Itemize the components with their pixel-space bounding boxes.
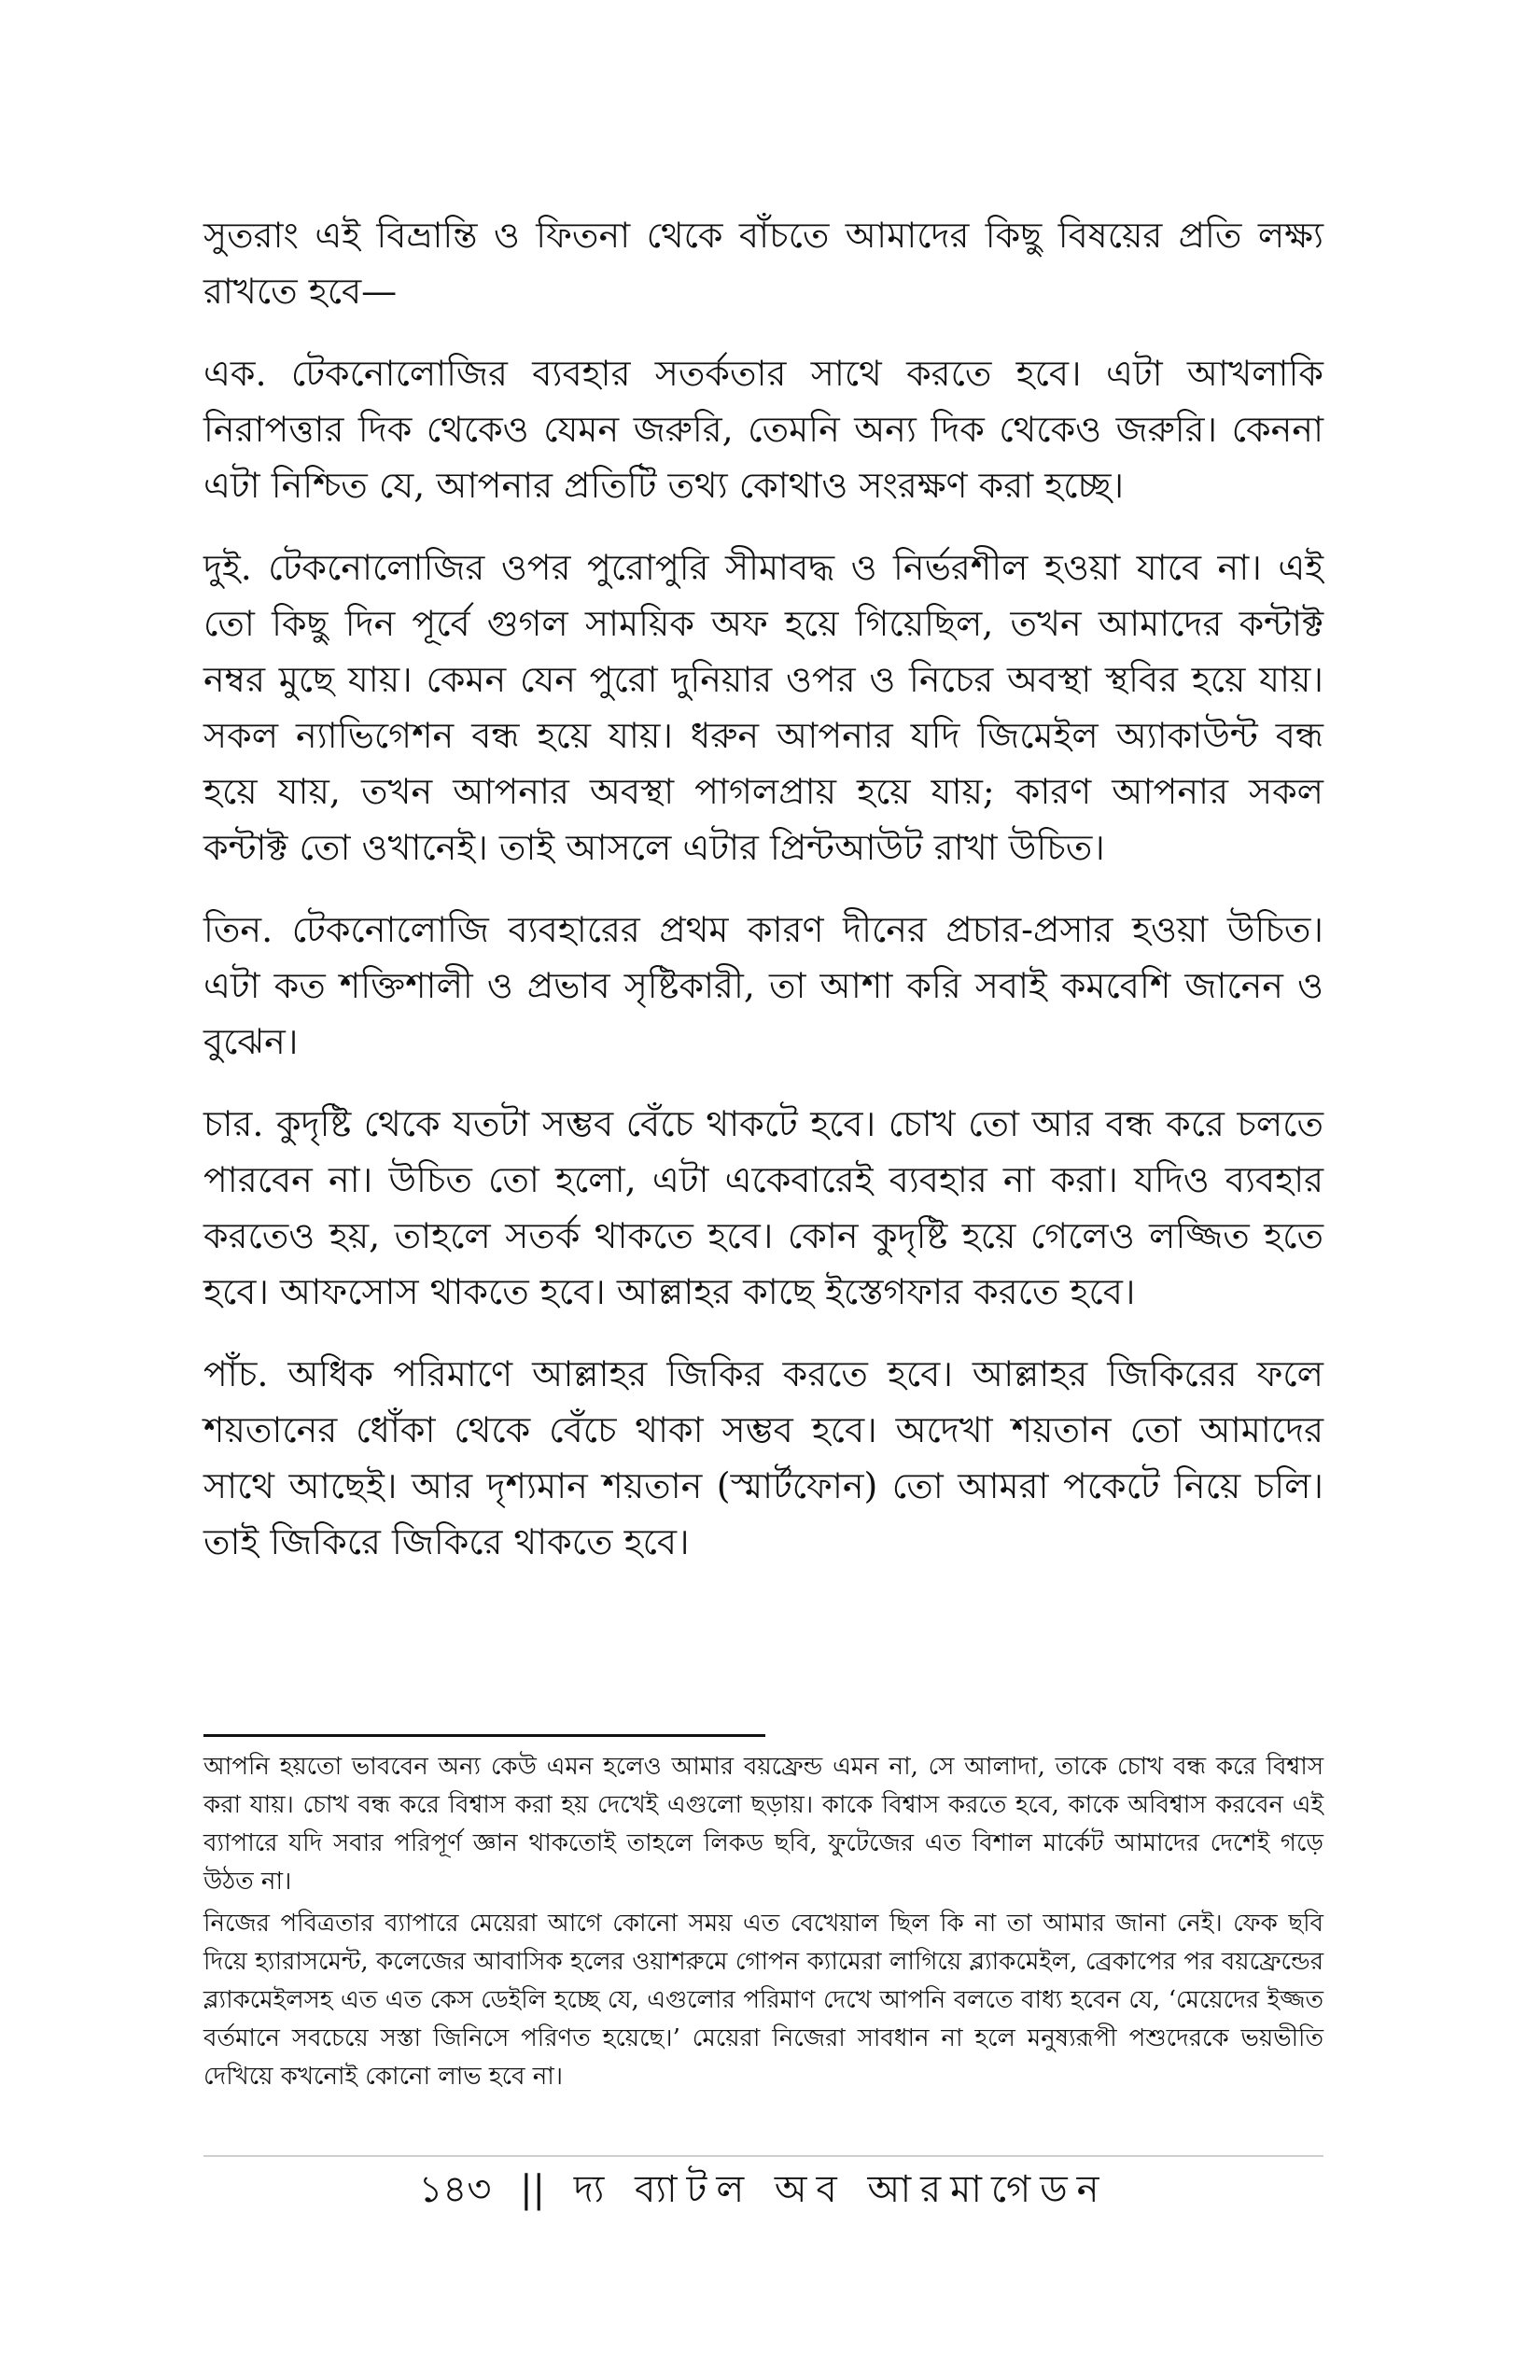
footnote-divider [203, 1734, 765, 1737]
footnotes [203, 1748, 1323, 2100]
point-three-paragraph: তিন. টেকনোলোজি ব্যবহারের প্রথম কারণ দীনের প্রচার-প্রসার হওয়া উচিত। এটা কত শক্তিশালী ও প্রভাব সৃষ্টিকারী, তা আশা করি সবাই কমবেশি জানেন ও বুঝেন। [203, 909, 1323, 1062]
page-body [203, 207, 1323, 1596]
point-one-paragraph: এক. টেকনোলোজির ব্যবহার সতর্কতার সাথে করতে হবে। এটা আখলাকি নিরাপত্তার দিক থেকেও যেমন জরুরি, তেমনি অন্য দিক থেকেও জরুরি। কেননা এটা নিশ্চিত যে, আপনার প্রতিটি তথ্য কোথাও সংরক্ষণ করা হচ্ছে। [203, 353, 1323, 506]
point-five-paragraph: পাঁচ. অধিক পরিমাণে আল্লাহর জিকির করতে হবে। আল্লাহর জিকিরের ফলে শয়তানের ধোঁকা থেকে বেঁচে থাকা সম্ভব হবে। অদেখা শয়তান তো আমাদের সাথে আছেই। আর দৃশ্যমান শয়তান (স্মার্টফোন) তো আমরা পকেটে নিয়ে চলি। তাই জিকিরে জিকিরে থাকতে হবে। [203, 1353, 1323, 1562]
point-two-paragraph: দুই. টেকনোলোজির ওপর পুরোপুরি সীমাবদ্ধ ও নির্ভরশীল হওয়া যাবে না। এই তো কিছু দিন পূর্বে গুগল সাময়িক অফ হয়ে গিয়েছিল, তখন আমাদের কন্টাক্ট নম্বর মুছে যায়। কেমন যেন পুরো দুনিয়ার ওপর ও নিচের অবস্থা স্থবির হয়ে যায়। সকল ন্যাভিগেশন বন্ধ হয়ে যায়। ধরুন আপনার যদি জিমেইল অ্যাকাউন্ট বন্ধ হয়ে যায়, তখন আপনার অবস্থা পাগলপ্রায় হয়ে যায়; কারণ আপনার সকল কন্টাক্ট তো ওখানেই। তাই আসলে এটার প্রিন্টআউট রাখা উচিত। [203, 547, 1323, 868]
page-footer [203, 2163, 1323, 2216]
point-four-paragraph: চার. কুদৃষ্টি থেকে যতটা সম্ভব বেঁচে থাকটে হবে। চোখ তো আর বন্ধ করে চলতে পারবেন না। উচিত তো হলো, এটা একেবারেই ব্যবহার না করা। যদিও ব্যবহার করতেও হয়, তাহলে সতর্ক থাকতে হবে। কোন কুদৃষ্টি হয়ে গেলেও লজ্জিত হতে হবে। আফসোস থাকতে হবে। আল্লাহর কাছে ইস্তেগফার করতে হবে। [203, 1103, 1323, 1312]
book-title: দ্য ব্যাটল অব আরমাগেডন [573, 2168, 1109, 2211]
footnote-2: নিজের পবিত্রতার ব্যাপারে মেয়েরা আগে কোনো সময় এত বেখেয়াল ছিল কি না তা আমার জানা নেই। ফেক ছবি দিয়ে হ্যারাসমেন্ট, কলেজের আবাসিক হলের ওয়াশরুমে গোপন ক্যামেরা লাগিয়ে ব্ল্যাকমেইল, ব্রেকাপের পর বয়ফ্রেন্ডের ব্ল্যাকমেইলসহ এত এত কেস ডেইলি হচ্ছে যে, এগুলোর পরিমাণ দেখে আপনি বলতে বাধ্য হবেন যে, ‘মেয়েদের ইজ্জত বর্তমানে সবচেয়ে সস্তা জিনিসে পরিণত হয়েছে।’ মেয়েরা নিজেরা সাবধান না হলে মনুষ্যরূপী পশুদেরকে ভয়ভীতি দেখিয়ে কখনোই কোনো লাভ হবে না। [203, 1910, 1323, 2091]
footer-separator: || [520, 2168, 546, 2211]
footer-divider [203, 2155, 1323, 2157]
intro-paragraph: সুতরাং এই বিভ্রান্তি ও ফিতনা থেকে বাঁচতে আমাদের কিছু বিষয়ের প্রতি লক্ষ্য রাখতে হবে— [203, 215, 1323, 312]
footnote-1: আপনি হয়তো ভাববেন অন্য কেউ এমন হলেও আমার বয়ফ্রেন্ড এমন না, সে আলাদা, তাকে চোখ বন্ধ করে বিশ্বাস করা যায়। চোখ বন্ধ করে বিশ্বাস করা হয় দেখেই এগুলো ছড়ায়। কাকে বিশ্বাস করতে হবে, কাকে অবিশ্বাস করবেন এই ব্যাপারে যদি সবার পরিপূর্ণ জ্ঞান থাকতোই তাহলে লিকড ছবি, ফুটেজের এত বিশাল মার্কেট আমাদের দেশেই গড়ে উঠত না। [203, 1753, 1323, 1896]
page-number: ১৪৩ [418, 2168, 492, 2211]
